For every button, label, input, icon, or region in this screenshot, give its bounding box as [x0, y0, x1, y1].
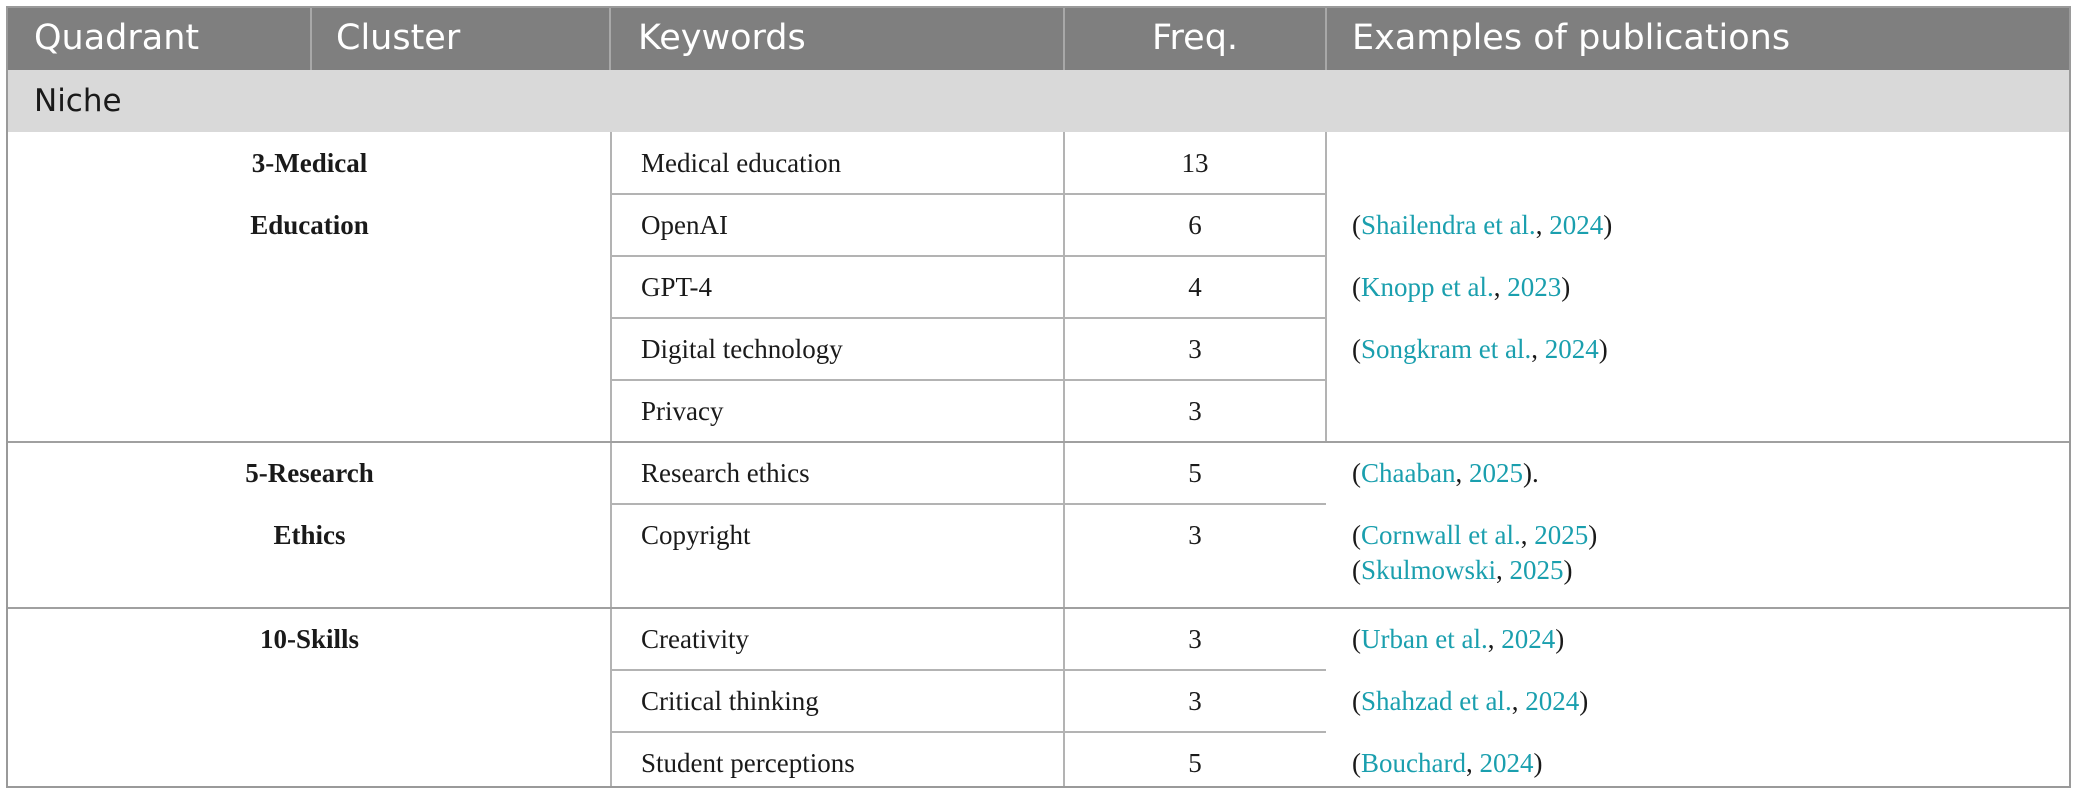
freq-cell: 3 — [1188, 396, 1202, 426]
separator: , — [1465, 748, 1480, 778]
paren: ( — [1352, 520, 1361, 550]
separator: , — [1496, 555, 1510, 585]
header-freq: Freq. — [1151, 18, 1239, 58]
keyword-cell: Student perceptions — [641, 748, 855, 778]
header-keywords: Keywords — [638, 18, 806, 58]
keyword-cell: Medical education — [641, 148, 842, 178]
separator: , — [1535, 210, 1550, 240]
grid-line — [610, 193, 1326, 195]
keyword-cell: Critical thinking — [641, 686, 819, 716]
paren: ) — [1603, 210, 1613, 240]
freq-cell: 3 — [1188, 624, 1202, 654]
group-divider — [8, 441, 2071, 443]
keyword-cell: Digital technology — [641, 334, 843, 364]
citation-author-link[interactable]: Shailendra et al. — [1361, 210, 1536, 240]
citation-author-link[interactable]: Skulmowski — [1361, 555, 1497, 585]
citation-author-link[interactable]: Knopp et al. — [1361, 272, 1494, 302]
section-row-niche: Niche — [8, 70, 2069, 132]
publication-example — [1326, 194, 1612, 256]
publications-table — [6, 6, 2071, 788]
grid-line — [1063, 132, 1065, 788]
grid-line — [610, 255, 1326, 257]
freq-cell: 3 — [1188, 686, 1202, 716]
paren: ). — [1522, 458, 1539, 488]
freq-cell: 3 — [1188, 334, 1202, 364]
grid-line — [610, 503, 1326, 505]
grid-line — [1325, 132, 1327, 442]
publication-example — [1326, 670, 1588, 732]
paren: ) — [1533, 748, 1543, 778]
publication-example — [1326, 318, 1608, 380]
citation-year-link[interactable]: 2024 — [1479, 748, 1534, 778]
grid-line — [610, 132, 612, 788]
keyword-cell: GPT-4 — [641, 272, 713, 302]
freq-cell: 6 — [1188, 210, 1202, 240]
citation-year-link[interactable]: 2025 — [1509, 555, 1564, 585]
paren: ( — [1352, 748, 1361, 778]
cluster-name: Education — [250, 210, 369, 240]
header-divider — [310, 8, 312, 70]
publication-example — [1326, 442, 1539, 504]
paren: ( — [1352, 458, 1361, 488]
publication-example — [1326, 256, 1570, 318]
citation-year-link[interactable]: 2025 — [1468, 458, 1523, 488]
cluster-name: Ethics — [273, 520, 346, 550]
freq-cell: 5 — [1188, 748, 1202, 778]
freq-cell: 3 — [1188, 520, 1202, 550]
separator: , — [1520, 520, 1535, 550]
publication-example — [1326, 608, 1564, 670]
citation-year-link[interactable]: 2025 — [1534, 520, 1589, 550]
separator: , — [1531, 334, 1545, 364]
citation-year-link[interactable]: 2023 — [1507, 272, 1562, 302]
group-divider — [8, 607, 2071, 609]
separator: , — [1487, 624, 1502, 654]
header-examples: Examples of publications — [1352, 18, 1791, 58]
paren: ( — [1352, 686, 1361, 716]
paren: ( — [1352, 555, 1361, 585]
keyword-cell: OpenAI — [641, 210, 728, 240]
cluster-name: 10-Skills — [259, 624, 360, 654]
grid-line — [610, 731, 1326, 733]
cluster-name: 3-Medical — [251, 148, 368, 178]
freq-cell: 4 — [1188, 272, 1202, 302]
paren: ) — [1588, 520, 1598, 550]
header-quadrant: Quadrant — [34, 18, 200, 58]
citation-author-link[interactable]: Shahzad et al. — [1361, 686, 1512, 716]
keyword-cell: Creativity — [641, 624, 749, 654]
keyword-cell: Privacy — [641, 396, 724, 426]
paren: ( — [1352, 272, 1361, 302]
separator: , — [1511, 686, 1526, 716]
citation-year-link[interactable]: 2024 — [1525, 686, 1580, 716]
separator: , — [1493, 272, 1508, 302]
paren: ( — [1352, 624, 1361, 654]
grid-line — [610, 669, 1326, 671]
grid-line — [610, 317, 1326, 319]
paren: ) — [1563, 555, 1573, 585]
citation-year-link[interactable]: 2024 — [1501, 624, 1556, 654]
citation-author-link[interactable]: Songkram et al. — [1361, 334, 1532, 364]
paren: ( — [1352, 334, 1361, 364]
publication-example — [1326, 732, 1542, 788]
keyword-cell: Copyright — [641, 520, 751, 550]
freq-cell: 5 — [1188, 458, 1202, 488]
header-cluster: Cluster — [336, 18, 461, 58]
paren: ) — [1555, 624, 1565, 654]
table-header — [8, 8, 2069, 70]
paren: ) — [1561, 272, 1571, 302]
paren: ) — [1579, 686, 1589, 716]
citation-author-link[interactable]: Urban et al. — [1361, 624, 1488, 654]
freq-cell: 13 — [1181, 148, 1209, 178]
citation-author-link[interactable]: Bouchard — [1361, 748, 1466, 778]
citation-author-link[interactable]: Cornwall et al. — [1361, 520, 1521, 550]
header-divider — [609, 8, 611, 70]
grid-line — [610, 379, 1326, 381]
paren: ) — [1598, 334, 1608, 364]
citation-year-link[interactable]: 2024 — [1549, 210, 1604, 240]
cluster-name: 5-Research — [245, 458, 374, 488]
publication-example — [1326, 548, 1573, 592]
citation-year-link[interactable]: 2024 — [1544, 334, 1599, 364]
citation-author-link[interactable]: Chaaban — [1361, 458, 1456, 488]
header-divider — [1325, 8, 1327, 70]
paren: ( — [1352, 210, 1361, 240]
separator: , — [1455, 458, 1469, 488]
keyword-cell: Research ethics — [641, 458, 810, 488]
